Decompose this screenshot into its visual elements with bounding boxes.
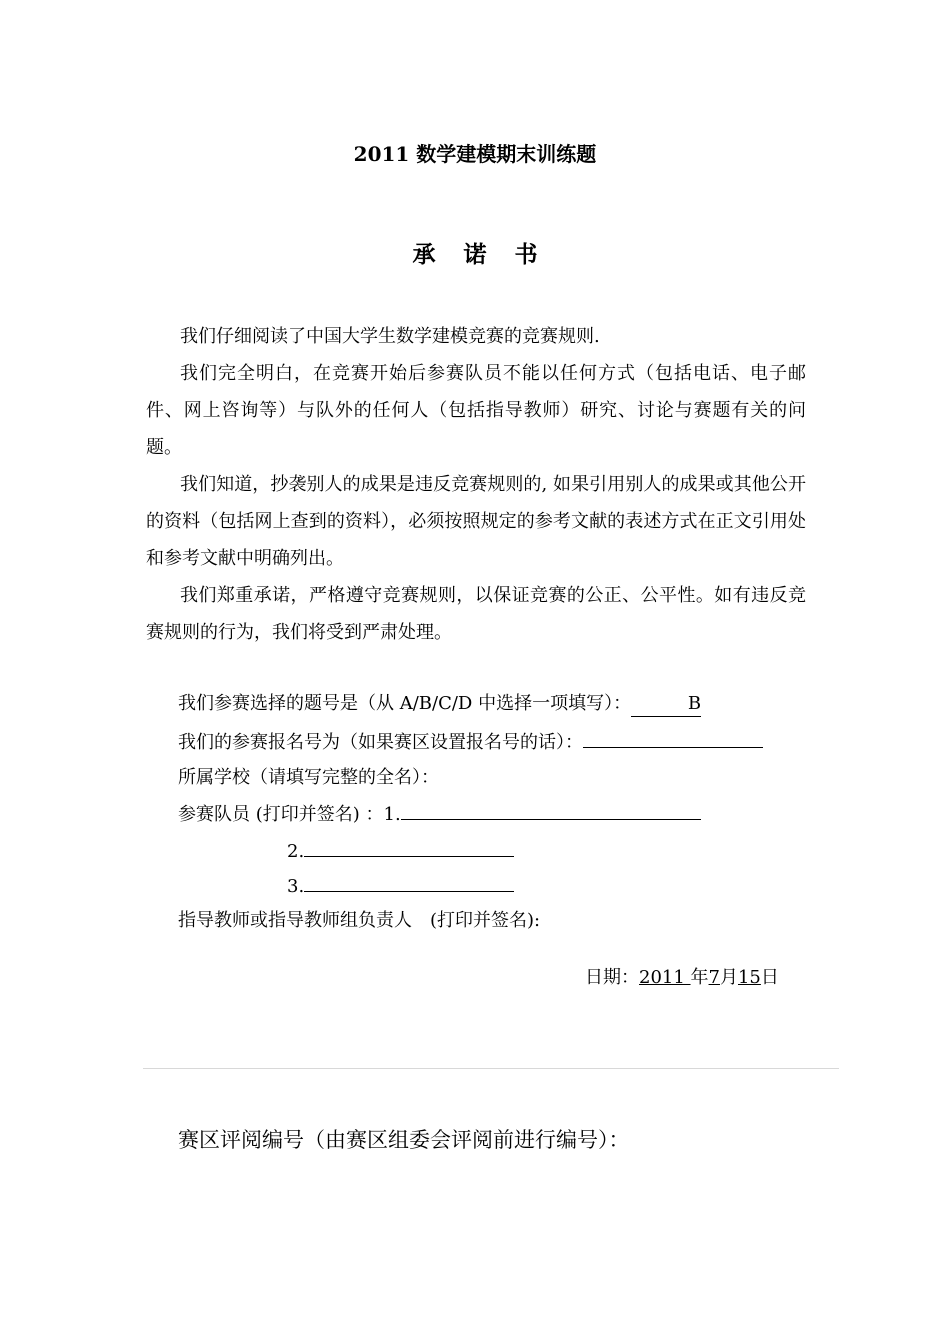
member-3-field[interactable] <box>304 873 514 892</box>
date-year: 2011 <box>639 967 691 988</box>
paragraph-no-contact: 我们完全明白，在竞赛开始后参赛队员不能以任何方式（包括电话、电子邮件、网上咨询等）与队外的任何人（包括指导教师）研究、讨论与赛题有关的问题。 <box>146 363 806 458</box>
member-2-number: 2. <box>287 841 305 862</box>
school-label: 所属学校（请填写完整的全名）： <box>178 767 439 788</box>
registration-number-line <box>178 729 763 755</box>
date-year-unit: 年 <box>690 967 709 988</box>
date-line <box>585 966 779 990</box>
date-month-unit: 月 <box>719 967 738 988</box>
advisor-line <box>178 909 540 933</box>
member-1-number: 1. <box>383 804 401 825</box>
team-members-line <box>178 801 701 827</box>
registration-number-field[interactable] <box>583 729 763 748</box>
registration-number-label: 我们的参赛报名号为（如果赛区设置报名号的话）： <box>178 732 583 753</box>
review-number-label: 赛区评阅编号（由赛区组委会评阅前进行编号）： <box>178 1128 630 1152</box>
page-divider <box>143 1068 839 1069</box>
paragraph-plagiarism: 我们知道，抄袭别人的成果是违反竞赛规则的, 如果引用别人的成果或其他公开的资料（包括网上查到的资料），必须按照规定的参考文献的表述方式在正文引用处和参考文献中明确列出。 <box>146 474 806 569</box>
promise-title: 承诺书 <box>412 241 566 268</box>
advisor-label: 指导教师或指导教师组负责人 (打印并签名): <box>178 910 541 931</box>
paragraph-commitment: 我们郑重承诺，严格遵守竞赛规则，以保证竞赛的公正、公平性。如有违反竞赛规则的行为，我们将受到严肃处理。 <box>146 585 806 643</box>
date-day: 15 <box>737 967 761 988</box>
problem-choice-label: 我们参赛选择的题号是（从 A/B/C/D 中选择一项填写）： <box>178 693 632 714</box>
paragraph-rules-read: 我们仔细阅读了中国大学生数学建模竞赛的竞赛规则. <box>180 326 600 347</box>
page-title: 2011 数学建模期末训练题 <box>353 142 597 166</box>
member-2-line <box>287 838 514 864</box>
team-members-label: 参赛队员 (打印并签名) ： <box>178 804 384 825</box>
date-month: 7 <box>708 967 720 988</box>
member-3-number: 3. <box>287 876 305 897</box>
school-line <box>178 766 439 790</box>
problem-choice-field[interactable]: B <box>631 692 701 717</box>
date-day-unit: 日 <box>760 967 779 988</box>
date-label: 日期： <box>585 967 639 988</box>
problem-choice-line <box>178 692 701 717</box>
member-3-line <box>287 873 514 899</box>
member-2-field[interactable] <box>304 838 514 857</box>
member-1-field[interactable] <box>401 801 701 820</box>
